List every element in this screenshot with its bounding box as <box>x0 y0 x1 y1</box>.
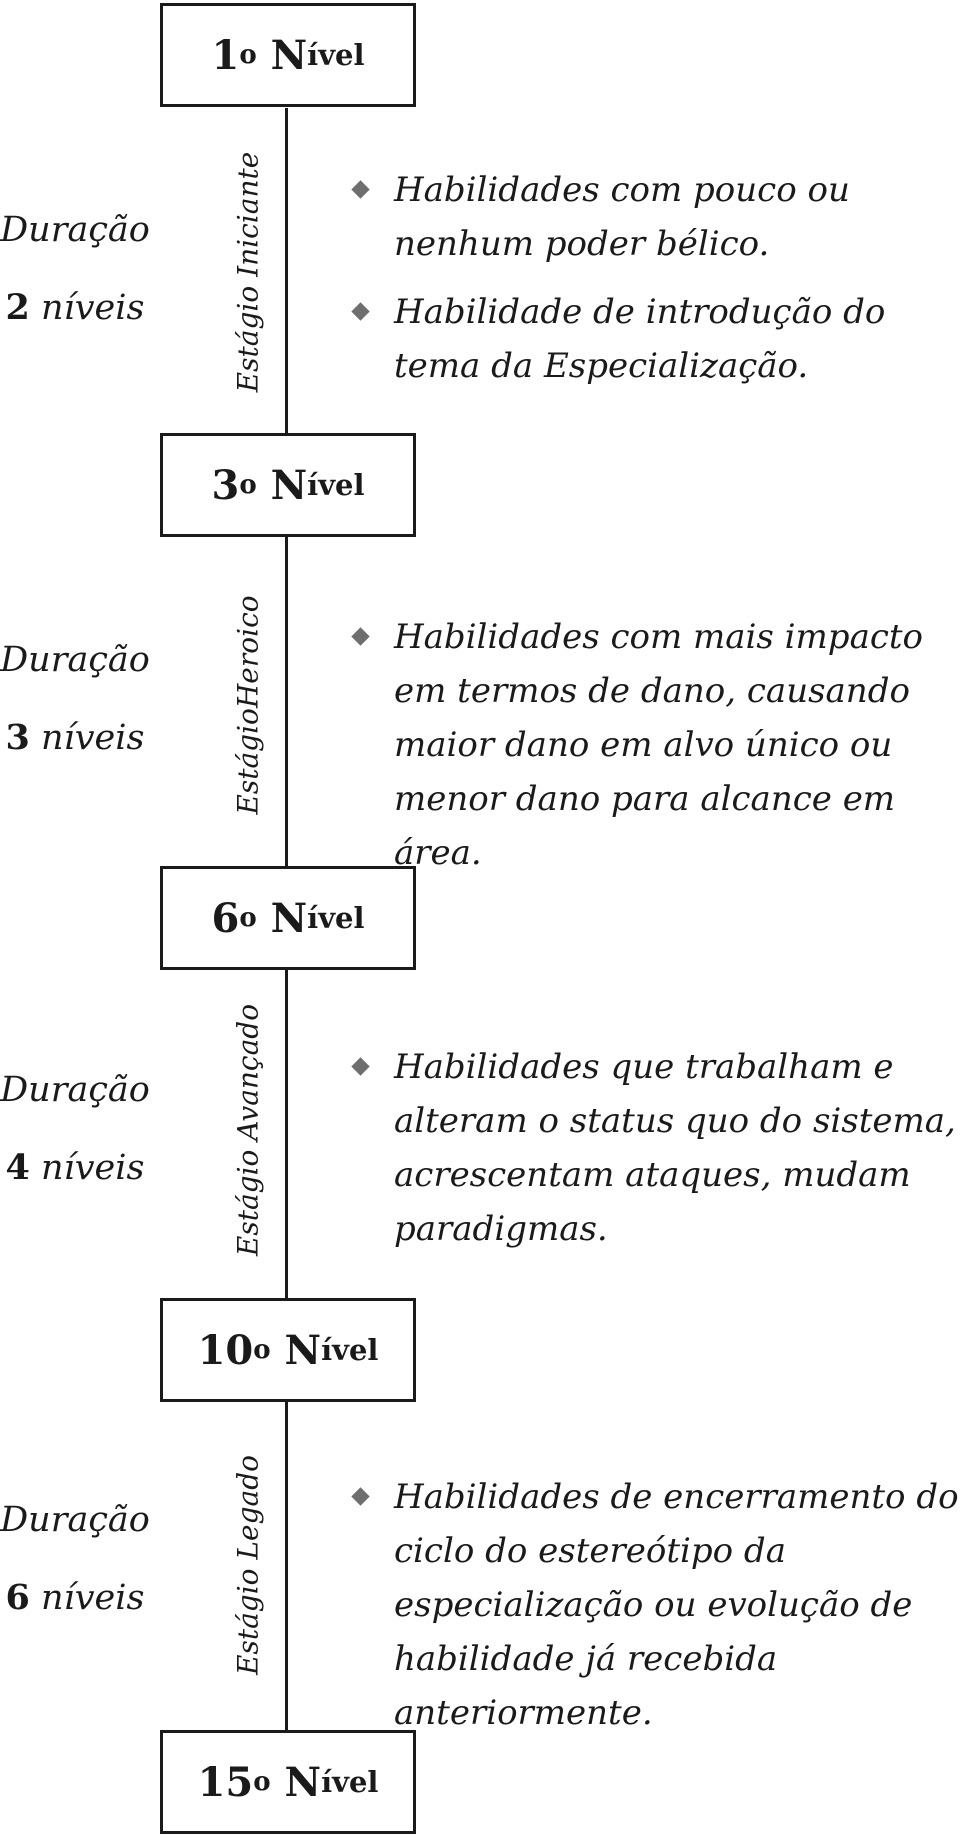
level-word-cap: N <box>284 1326 322 1374</box>
duration-word: Duração <box>0 210 150 250</box>
level-number: 15 <box>197 1758 254 1806</box>
level-word-rest: ível <box>307 468 365 502</box>
level-word-rest: ível <box>321 1765 379 1799</box>
level-box-10 <box>160 1298 416 1402</box>
duration-count: 4 níveis <box>5 1147 145 1188</box>
bullet-item: Habilidades com pouco ou nenhum poder bélico. <box>350 163 965 271</box>
level-ordinal: o <box>253 1335 271 1365</box>
bullets-avancado <box>350 1040 965 1270</box>
diamond-bullet-icon <box>351 180 369 198</box>
diamond-bullet-icon <box>351 1057 369 1075</box>
duration-word: Duração <box>0 1500 150 1540</box>
level-ordinal: o <box>253 1767 271 1797</box>
level-number: 3 <box>211 461 240 509</box>
bullet-item: Habilidades de encerramento do ciclo do estereótipo da especialização ou evolução de habilidade já recebida anteriormente. <box>350 1470 965 1740</box>
level-progression-diagram: 1 o N ível 3 o N ível 6 o N ível 10 o N ível 15 o N ível Estágio Iniciante Duração 2 níveis Habilidades com pouco ou nenhum poder bélico. Habilidade de introdução do tema da Especialização. EstágioHeroico Duração 3 níveis Habilidades com mais impacto em termos de dano, causando maior dano em alvo único ou menor dano para alcance em área. Estágio Avançado Duração 4 níveis Habilidades que trabalham e alteram o status quo do sistema, acrescentam ataques, mudam paradigmas. Estágio Legado Duração 6 níveis Habilidades de encerramento do ciclo do estereótipo da especialização ou evolução de habilidade já recebida anteriormente. <box>0 0 972 1841</box>
diamond-bullet-icon <box>351 302 369 320</box>
duration-count: 3 níveis <box>5 717 145 758</box>
diamond-bullet-icon <box>351 627 369 645</box>
level-ordinal: o <box>239 40 257 70</box>
bullet-item: Habilidades que trabalham e alteram o status quo do sistema, acrescentam ataques, mudam paradigmas. <box>350 1040 965 1256</box>
bullets-legado <box>350 1470 965 1754</box>
duration-heroico <box>0 640 150 758</box>
duration-legado <box>0 1500 150 1618</box>
level-word-cap: N <box>270 31 308 79</box>
level-word-cap: N <box>270 894 308 942</box>
level-ordinal: o <box>239 470 257 500</box>
level-word-rest: ível <box>307 901 365 935</box>
diamond-bullet-icon <box>351 1487 369 1505</box>
level-number: 6 <box>211 894 240 942</box>
level-number: 10 <box>197 1326 254 1374</box>
bullet-item: Habilidades com mais impacto em termos de dano, causando maior dano em alvo único ou menor dano para alcance em área. <box>350 610 965 880</box>
level-word-rest: ível <box>321 1333 379 1367</box>
level-box-1 <box>160 3 416 107</box>
bullet-item: Habilidade de introdução do tema da Especialização. <box>350 285 965 393</box>
duration-count: 6 níveis <box>5 1577 145 1618</box>
level-box-3 <box>160 433 416 537</box>
duration-word: Duração <box>0 640 150 680</box>
duration-count: 2 níveis <box>5 287 145 328</box>
duration-iniciante <box>0 210 150 328</box>
bullets-iniciante <box>350 163 965 407</box>
level-word-rest: ível <box>307 38 365 72</box>
level-ordinal: o <box>239 903 257 933</box>
level-number: 1 <box>211 31 240 79</box>
level-word-cap: N <box>270 461 308 509</box>
duration-avancado <box>0 1070 150 1188</box>
duration-word: Duração <box>0 1070 150 1110</box>
level-word-cap: N <box>284 1758 322 1806</box>
bullets-heroico <box>350 610 965 894</box>
